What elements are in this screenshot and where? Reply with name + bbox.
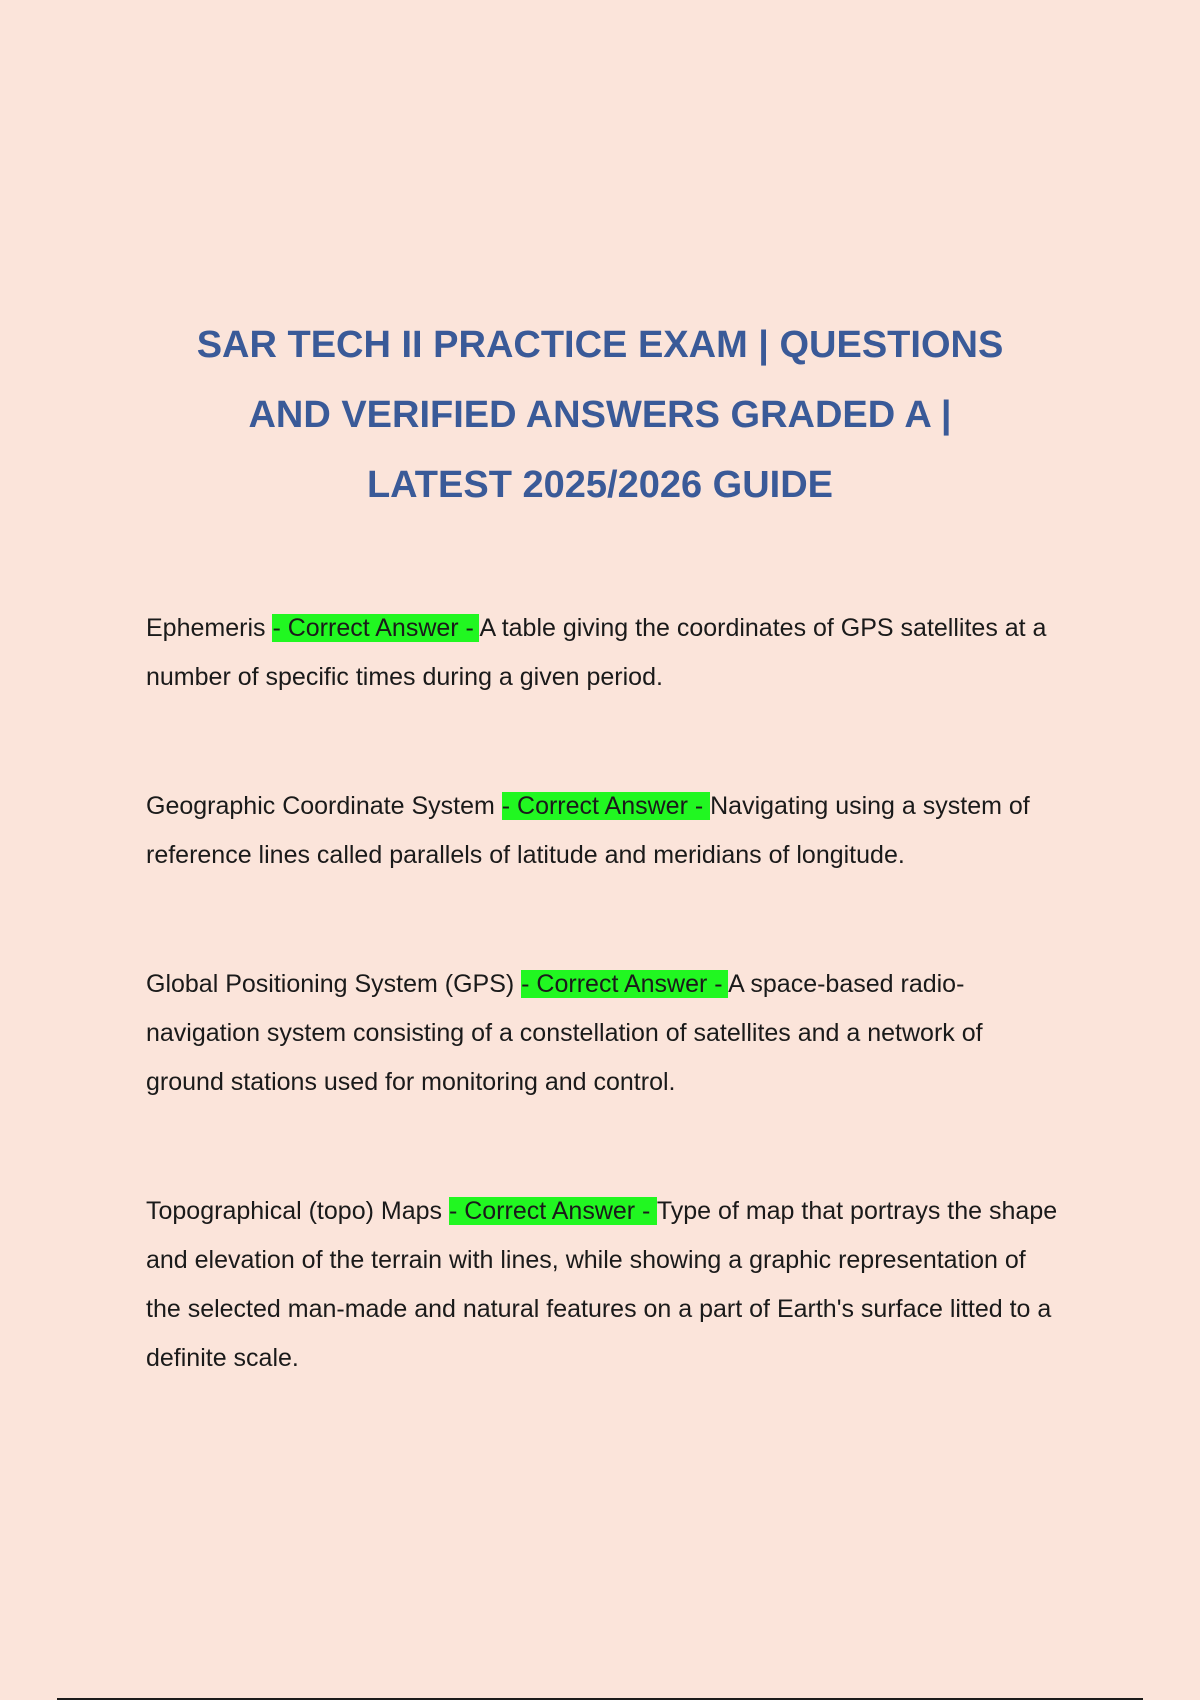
qa-term: Topographical (topo) Maps: [146, 1197, 449, 1225]
qa-item-gps: [146, 960, 1066, 1107]
title-line-2: AND VERIFIED ANSWERS GRADED A |: [248, 394, 952, 436]
correct-answer-highlight: - Correct Answer -: [501, 792, 711, 820]
title-line-3: LATEST 2025/2026 GUIDE: [366, 464, 834, 506]
qa-item-ephemeris: [146, 604, 1066, 702]
qa-answer: A table giving the coordinates of GPS satellites at a number of specific times during a given period.: [146, 614, 1047, 691]
correct-answer-highlight: - Correct Answer -: [272, 614, 480, 642]
qa-term: Global Positioning System (GPS): [146, 970, 522, 998]
title-line-1: SAR TECH II PRACTICE EXAM | QUESTIONS: [196, 324, 1004, 366]
page-title: [150, 310, 1050, 520]
qa-answer: Type of map that portrays the shape and elevation of the terrain with lines, while showing a graphic representation of the selected man-made and natural features on a part of Earth's surface litted to a definite scale.: [146, 1197, 1058, 1372]
qa-answer: A space-based radio-navigation system consisting of a constellation of satellites and a network of ground stations used for monitoring and control.: [146, 970, 983, 1096]
correct-answer-highlight: - Correct Answer -: [448, 1197, 657, 1225]
qa-term: Ephemeris: [146, 614, 273, 642]
question-answer-list: [146, 604, 1066, 1383]
qa-item-topo-maps: [146, 1187, 1066, 1383]
qa-answer: Navigating using a system of reference lines called parallels of latitude and meridians of longitude.: [146, 792, 1030, 869]
correct-answer-highlight: - Correct Answer -: [521, 970, 729, 998]
qa-item-geographic-coordinate-system: [146, 782, 1066, 880]
qa-term: Geographic Coordinate System: [146, 792, 502, 820]
